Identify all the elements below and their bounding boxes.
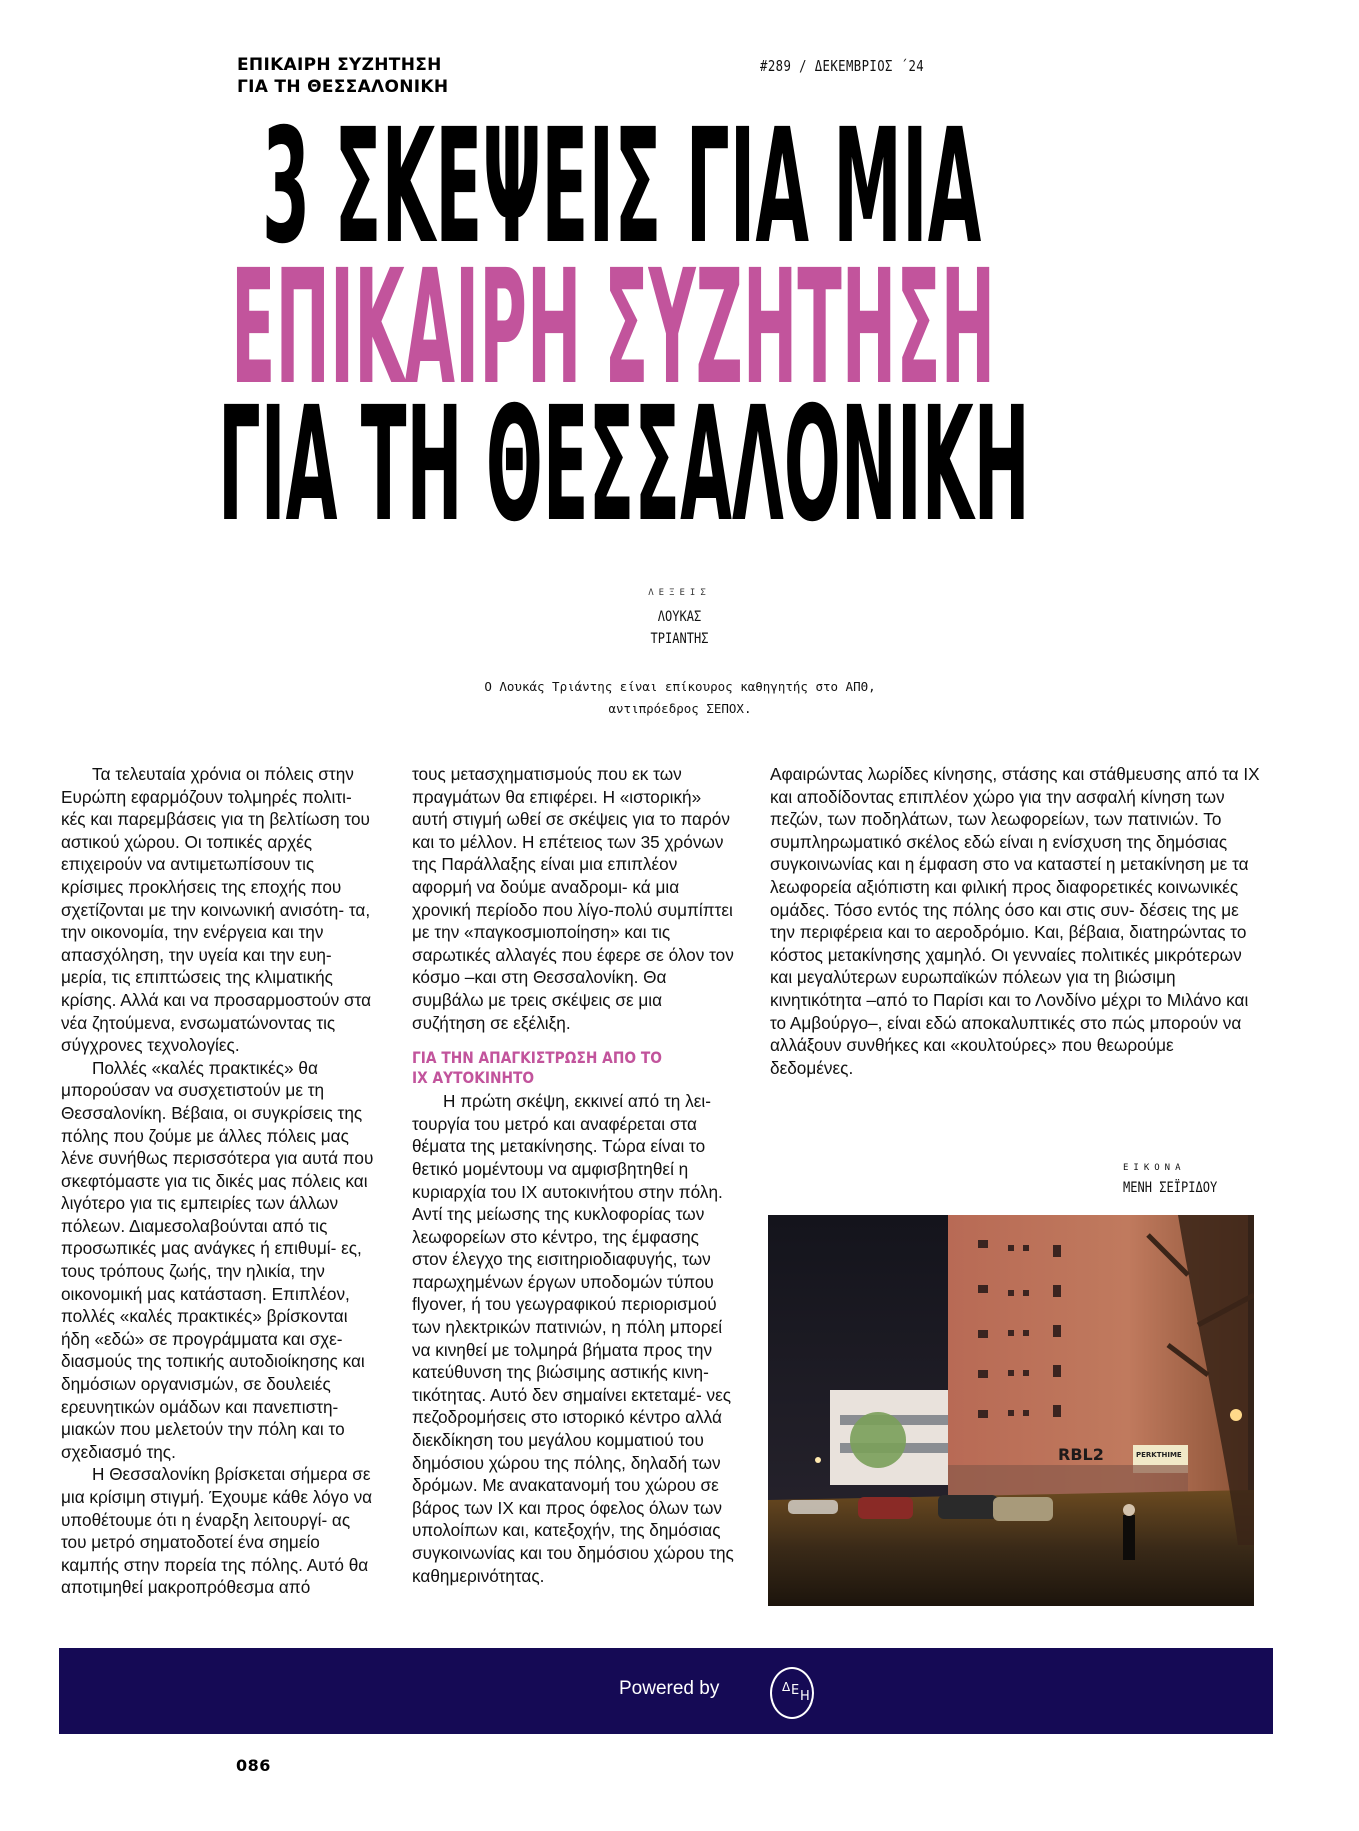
author-name [95,606,1264,650]
byline-label: ΛΕΞΕΙΣ [648,588,711,598]
author-bio [380,676,980,720]
night-street-photo [768,1215,1254,1606]
kicker-line-2: ΓΙΑ ΤΗ ΘΕΣΣΑΛΟΝΙΚΗ [237,77,449,97]
article-column-3 [770,763,1260,1079]
person [1123,1515,1135,1560]
paragraph: Η πρώτη σκέψη, εκκινεί από τη λει- τουργία του μετρό και αναφέρεται στα θέματα της μετακίνησης. Τώρα είναι το θετικό μομέντουμ να αμφισβητηθεί η κυριαρχία του ΙΧ αυτοκινήτου στην πόλη. Αντί της μείωσης της κυκλοφορίας των λεωφορείων στο κέντρο, της έμφασης στον έλεγχο της εισιτηριοδιαφυγής, των παρωχημένων έργων υποδομών τύπου flyover, ή του γεωγραφικού περιορισμού των ηλεκτρικών πατινιών, η πόλη μπορεί να κινηθεί με τολμηρά βήματα προς την κατεύθυνση της βιώσιμης αστικής κινη- τικότητας. Αυτό δεν σημαίνει εκτεταμέ- νες πεζοδρομήσεις στο ιστορικό κέντρο αλλά διεκδίκηση του μεγάλου κομματιού του δημόσιου χώρου της πόλης, δηλαδή των δρόμων. Με ανακατανομή του χώρου σε βάρος των ΙΧ και προς όφελος όλων των υπολοίπων και, κατεξοχήν, της δημόσιας συγκοινωνίας και του δημόσιου χώρου της καθημερινότητας. [412,1091,734,1586]
paragraph: Η Θεσσαλονίκη βρίσκεται σήμερα σε μια κρίσιμη στιγμή. Έχουμε κάθε λόγο να υποθέτουμε ότι η έναρξη λειτουργί- ας του μετρό σηματοδοτεί ένα σημείο καμπής στην πορεία της πόλης. Αυτό θα αποτιμηθεί μακροπρόθεσμα από [61,1464,373,1598]
issue-number: #289 / ΔΕΚΕΜΒΡΙΟΣ ΄24 [760,57,925,75]
subheading-line-1: ΓΙΑ ΤΗΝ ΑΠΑΓΚΙΣΤΡΩΣΗ ΑΠΟ ΤΟ [412,1048,662,1068]
logo-letter-h: Η [800,1689,810,1704]
photo-credit-label: ΕΙΚΟΝΑ [1123,1163,1186,1173]
paragraph: Αφαιρώντας λωρίδες κίνησης, στάσης και στάθμευσης από τα ΙΧ και αποδίδοντας επιπλέον χώρο για την ασφαλή κίνηση των πεζών, των ποδηλάτων, των λεωφορείων, των πατινιών. Το συμπληρωματικό σκέλος εδώ είναι η ενίσχυση της δημόσιας συγκοινωνίας και η έμφαση στο να καταστεί η μετακίνηση με τα λεωφορεία αξιόπιστη και φιλική προς διαφορετικές κοινωνικές ομάδες. Τόσο εντός της πόλης όσο και στις συν- δέσεις της με την περιφέρεια και το αεροδρόμιο. Και, βέβαια, διατηρώντας το κόστος μετακίνησης χαμηλό. Οι γενναίες πολιτικές μικρότερων και μεγαλύτερων ευρωπαϊκών πόλεων για τη βιώσιμη κινητικότητα –από το Παρίσι και το Λονδίνο μέχρι το Μιλάνο και το Αμβούργο–, είναι εδώ αποκαλυπτικές στο πώς μπορούν να αλλάξουν συνθήκες και «κουλτούρες» που θεωρούμε δεδομένες. [770,764,1260,1078]
author-name-line-1: ΛΟΥΚΑΣ [657,609,702,625]
author-bio-line-2: αντιπρόεδρος ΣΕΠΟΧ. [608,701,752,716]
powered-by-text: Powered by [619,1678,720,1699]
deh-logo-icon [770,1667,814,1719]
kicker-line-1: ΕΠΙΚΑΙΡΗ ΣΥΖΗΤΗΣΗ [237,55,442,75]
logo-letter-delta: Δ [782,1680,791,1694]
graffiti-text: RBL2 [1058,1445,1104,1464]
logo-letter-e: Ε [791,1683,800,1698]
photo-credit-name: ΜΕΝΗ ΣΕΪΡΙΔΟΥ [1123,1180,1218,1196]
sign-text: PERKTHIME [1136,1451,1182,1459]
article-photo [768,1215,1254,1606]
author-bio-line-1: Ο Λουκάς Τριάντης είναι επίκουρος καθηγητής στο ΑΠΘ, [484,679,876,694]
article-column-2 [412,763,737,1587]
section-subheading [412,1048,739,1088]
paragraph: Τα τελευταία χρόνια οι πόλεις στην Ευρώπη εφαρμόζουν τολμηρές πολιτι- κές και παρεμβάσεις για τη βελτίωση του αστικού χώρου. Οι τοπικές αρχές επιχειρούν να αντιμετωπίσουν τις κρίσιμες προκλήσεις της εποχής που σχετίζονται με την κοινωνική ανισότη- τα, την οικονομία, την ενέργεια και την απασχόληση, την υγεία και την ευη- μερία, τις επιπτώσεις της κλιματικής κρίσης. Αλλά και να προσαρμοστούν στα νέα ζητούμενα, ενσωματώνοντας τις σύγχρονες τεχνολογίες. [61,764,372,1056]
title-line-3: ΓΙΑ ΤΗ ΘΕΣΣΑΛΟΝΙΚΗ [218,373,1030,557]
paragraph: Πολλές «καλές πρακτικές» θα μπορούσαν να συσχετιστούν με τη Θεσσαλονίκη. Βέβαια, οι συγκρίσεις της πόλης που ζούμε με άλλες πόλεις μας λένε συνήθως περισσότερα για αυτά που σκεφτόμαστε για τις δικές μας πόλεις και λιγότερο για τις εμπειρίες των άλλων πόλεων. Διαμεσολαβούνται από τις προσωπικές μας ανάγκες ή επιθυμί- ες, τους τρόπους ζωής, την ηλικία, την οικονομική μας κατάσταση. Επιπλέον, πολλές «καλές πρακτικές» βρίσκονται ήδη «εδώ» σε προγράμματα και σχε- διασμούς της τοπικής αυτοδιοίκησης και δημόσιων οργανισμών, σε δουλειές ερευνητικών ομάδων και πανεπιστη- μιακών που μελετούν την πόλη και το σχεδιασμό της. [61,1057,374,1462]
sponsor-banner[interactable] [59,1648,1273,1734]
title-line-2: ΕΠΙΚΑΙΡΗ ΣΥΖΗΤΗΣΗ [231,236,996,420]
author-name-line-2: ΤΡΙΑΝΤΗΣ [650,631,709,647]
title-line-1: 3 ΣΚΕΨΕΙΣ ΓΙΑ ΜΙΑ [262,95,982,279]
page-number: 086 [236,1756,271,1775]
subheading-line-2: ΙΧ ΑΥΤΟΚΙΝΗΤΟ [412,1068,535,1088]
paragraph: τους μετασχηματισμούς που εκ των πραγμάτων θα επιφέρει. Η «ιστορική» αυτή στιγμή ωθεί σε σκέψεις για το παρόν και το μέλλον. Η επέτειος των 35 χρόνων της Παράλλαξης είναι μια επιπλέον αφορμή να δούμε αναδρομι- κά μια χρονική περίοδο που λίγο-πολύ συμπίπτει με την «παγκοσμιοποίηση» και τις σαρωτικές αλλαγές που έφερε σε όλον τον κόσμο –και στη Θεσσαλονίκη. Θα συμβάλω με τρεις σκέψεις σε μια συζήτηση σε εξέλιξη. [412,764,734,1033]
section-kicker [237,54,448,98]
article-column-1 [61,763,379,1599]
